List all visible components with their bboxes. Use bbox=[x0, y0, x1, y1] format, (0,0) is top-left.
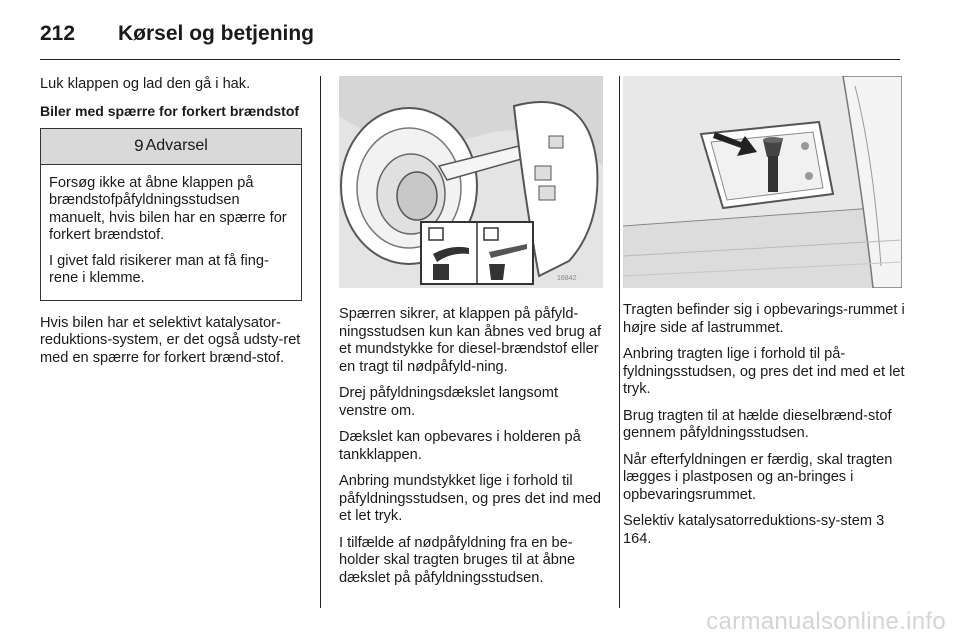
body-paragraph: Når efterfyldningen er færdig, skal tragten lægges i plastposen og an-bringes i opbevaringsrummet. bbox=[623, 451, 893, 503]
watermark: carmanualsonline.info bbox=[706, 608, 946, 635]
body-paragraph: I tilfælde af nødpåfyldning fra en be-holder skal tragten bruges til at åbne dækslet på påfyldningsstudsen. bbox=[339, 534, 576, 586]
body-paragraph: Anbring mundstykket lige i forhold til påfyldningsstudsen, og pres det ind med et let tryk. bbox=[339, 473, 602, 524]
cargo-compartment-illustration bbox=[623, 76, 902, 288]
intro-text: Luk klappen og lad den gå i hak. bbox=[40, 76, 251, 92]
cross-reference bbox=[623, 513, 906, 548]
warning-title: Advarsel bbox=[145, 137, 208, 154]
page-number: 212 bbox=[40, 22, 76, 45]
fuel-flap-illustration bbox=[339, 76, 603, 288]
body-paragraph: Tragten befinder sig i opbevarings-rummet i højre side af lastrummet. bbox=[623, 302, 905, 336]
reference-page[interactable]: 164. bbox=[623, 530, 652, 547]
column-left bbox=[40, 76, 302, 376]
column-divider bbox=[619, 76, 620, 608]
warning-header bbox=[41, 129, 301, 165]
column-middle bbox=[339, 76, 603, 596]
body-paragraph: Dækslet kan opbevares i holderen på tankklappen. bbox=[339, 429, 581, 463]
warning-paragraph: Forsøg ikke at åbne klappen på brændstofpåfyldningsstudsen manuelt, hvis bilen har en spærre for forkert brændstof. bbox=[49, 174, 287, 243]
reference-arrow-icon: 3 bbox=[876, 513, 885, 529]
warning-paragraph: I givet fald risikerer man at få fing-rene i klemme. bbox=[49, 252, 269, 286]
chapter-title: Kørsel og betjening bbox=[118, 22, 315, 45]
body-paragraph: Anbring tragten lige i forhold til på-fyldningsstudsen, og pres det ind med et let tryk. bbox=[623, 346, 905, 397]
body-paragraph: Hvis bilen har et selektivt katalysator-reduktions-system, er det også udsty-ret med en spærre for forkert brænd-stof. bbox=[40, 314, 301, 366]
column-right bbox=[623, 76, 906, 557]
body-paragraph: Brug tragten til at hælde dieselbrænd-stof gennem påfyldningsstudsen. bbox=[623, 407, 892, 441]
warning-box bbox=[40, 128, 302, 301]
body-paragraph: Drej påfyldningsdækslet langsomt venstre om. bbox=[339, 385, 559, 419]
warning-triangle-icon: 9 bbox=[134, 136, 144, 155]
image-code: 16842 bbox=[557, 275, 577, 282]
body-paragraph: Spærren sikrer, at klappen på påfyld-ningsstudsen kun kan åbnes ved brug af et mundstykke for diesel-brændstof eller en tragt til nødpåfyld-ning. bbox=[339, 306, 602, 375]
reference-text: Selektiv katalysatorreduktions-sy-stem bbox=[623, 513, 872, 529]
warning-body bbox=[41, 165, 301, 300]
page-header bbox=[40, 14, 900, 60]
section-heading: Biler med spærre for forkert brændstof bbox=[40, 102, 300, 119]
column-divider bbox=[320, 76, 321, 608]
